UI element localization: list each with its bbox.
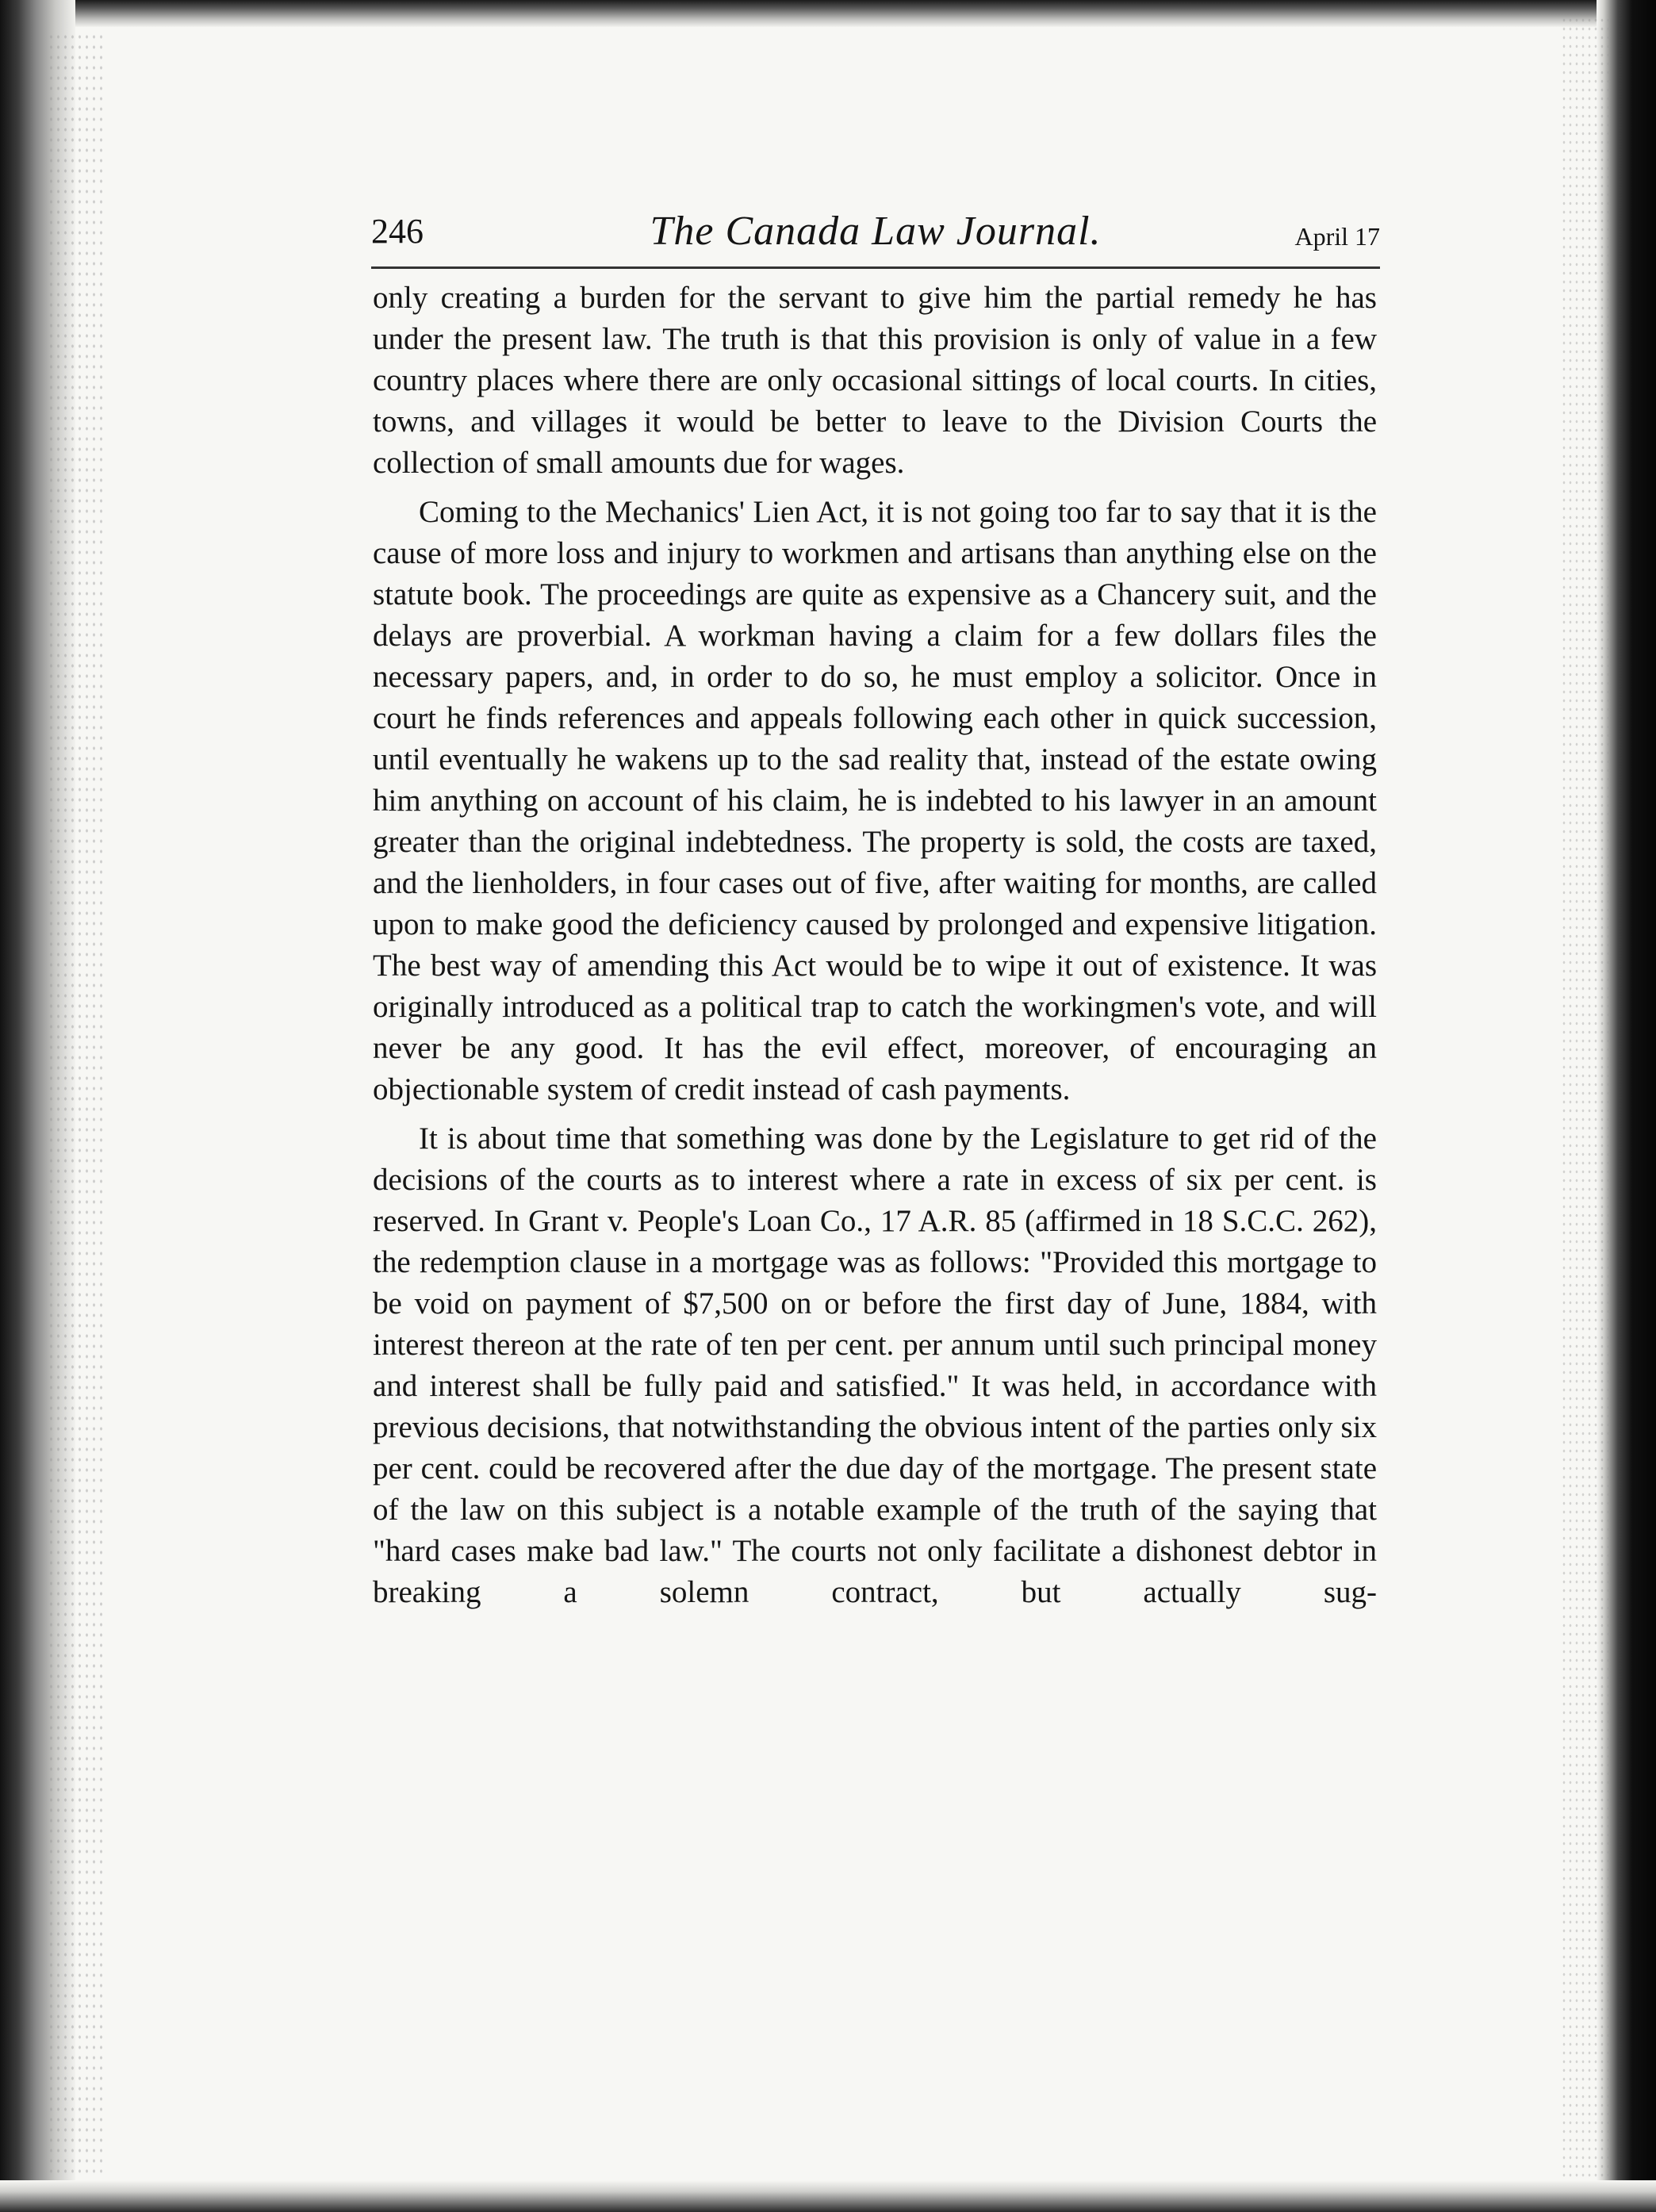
journal-title: The Canada Law Journal. xyxy=(650,209,1102,254)
scan-noise-right xyxy=(1561,16,1608,2189)
page-number: 246 xyxy=(371,212,424,251)
paragraph: only creating a burden for the servant to give him the partial remedy he has under the present law. The truth is that this provision is only of value in a few country places where there are only occasional sittings of local courts. In cities, towns, and villages it would be better to leave to the Division Courts the collection of small amounts due for wages. xyxy=(373,281,1377,480)
article-body xyxy=(373,278,1377,1621)
scan-edge-top xyxy=(0,0,1656,27)
header-date: April 17 xyxy=(1294,222,1380,251)
paragraph: Coming to the Mechanics' Lien Act, it is not going too far to say that it is the cause of more loss and injury to workmen and artisans than anything else on the statute book. The proceedings are quite as expensive as a Chancery suit, and the delays are proverbial. A workman having a claim for a few dollars files the necessary papers, and, in order to do so, he must employ a solicitor. Once in court he finds references and appeals following each other in quick succession, until eventually he wakens up to the sad reality that, instead of the estate owing him anything on account of his claim, he is indebted to his lawyer in an amount greater than the original indebtedness. The property is sold, the costs are taxed, and the lienholders, in four cases out of five, after waiting for months, are called upon to make good the deficiency caused by prolonged and expensive litigation. The best way of amending this Act would be to wipe it out of existence. It was originally introduced as a political trap to catch the workingmen's vote, and will never be any good. It has the evil effect, moreover, of encouraging an objectionable system of credit instead of cash payments. xyxy=(373,495,1377,1106)
scan-noise-left xyxy=(48,32,103,2173)
header-rule xyxy=(371,266,1380,269)
running-header xyxy=(371,208,1380,263)
paragraph: It is about time that something was done by the Legislature to get rid of the decisions of the courts as to interest where a rate in excess of six per cent. is reserved. In Grant v. People's Loan Co., 17 A.R. 85 (affirmed in 18 S.C.C. 262), the redemption clause in a mortgage was as follows: "Provided this mortgage to be void on payment of $7,500 on or before the first day of June, 1884, with interest thereon at the rate of ten per cent. per annum until such principal money and interest shall be fully paid and satisfied." It was held, in accordance with previous decisions, that notwithstanding the obvious intent of the parties only six per cent. could be recovered after the due day of the mortgage. The present state of the law on this subject is a notable example of the truth of the saying that "hard cases make bad law." The courts not only facilitate a dishonest debtor in breaking a solemn contract, but actually sug- xyxy=(373,1121,1377,1609)
scan-edge-bottom xyxy=(0,2180,1656,2212)
